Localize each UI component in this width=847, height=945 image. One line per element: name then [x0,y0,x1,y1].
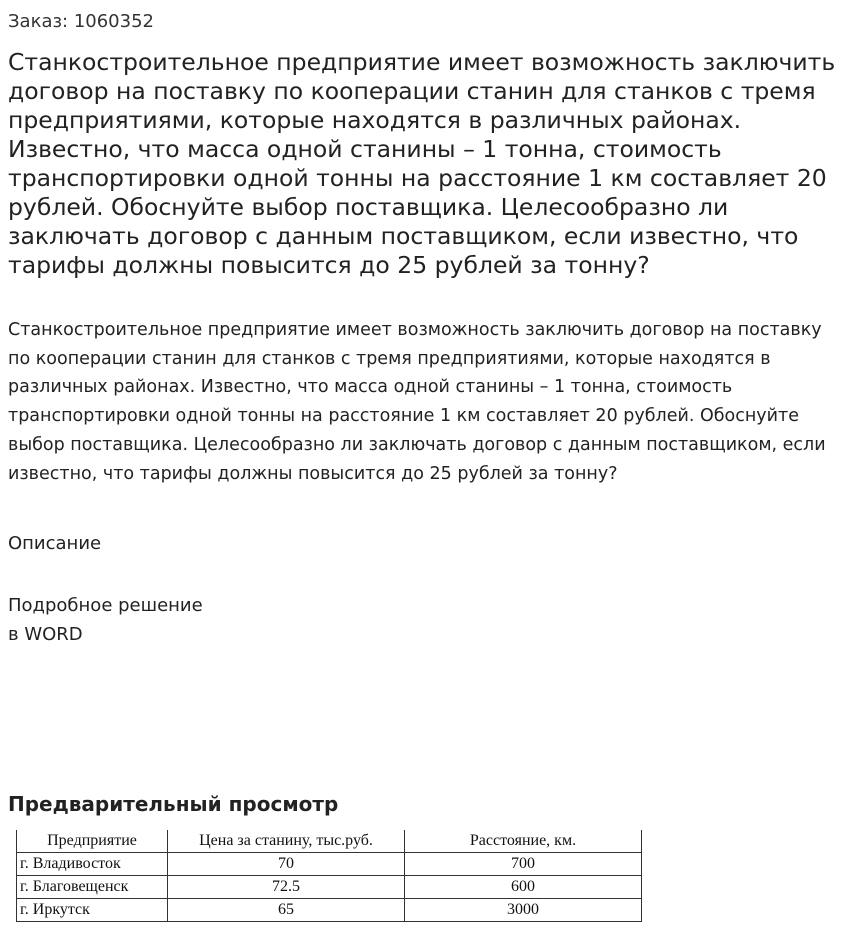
solution-note [8,592,203,649]
table-cell-city: г. Благовещенск [17,876,168,899]
solution-line-1: Подробное решение [8,595,203,616]
table-row [17,876,642,899]
table-header-cell: Цена за станину, тыс.руб. [168,830,405,853]
table-cell-distance: 700 [405,853,642,876]
table-cell-price: 70 [168,853,405,876]
table-cell-distance: 3000 [405,899,642,922]
table-header-cell: Расстояние, км. [405,830,642,853]
table-cell-price: 65 [168,899,405,922]
task-description: Станкостроительное предприятие имеет возможность заключить договор на поставку по кооперации станин для станков с тремя предприятиями, которые находятся в различных районах. Известно, что масса одной станины – 1 тонна, стоимость транспортировки одной тонны на расстояние 1 км составляет 20 рублей. Обоснуйте выбор поставщика. Целесообразно ли заключать договор с данным поставщиком, если известно, что тарифы должны повысится до 25 рублей за тонну? [8,320,826,484]
task-title: Станкостроительное предприятие имеет возможность заключить договор на поставку по кооперации станин для станков с тремя предприятиями, которые находятся в различных районах. Известно, что масса одной станины – 1 тонна, стоимость транспортировки одной тонны на расстояние 1 км составляет 20 рублей. Обоснуйте выбор поставщика. Целесообразно ли заключать договор с данным поставщиком, если известно, что тарифы должны повысится до 25 рублей за тонну? [8,48,836,279]
preview-heading: Предварительный просмотр [8,792,339,816]
table-header-row [17,830,642,853]
table-cell-distance: 600 [405,876,642,899]
table-row [17,899,642,922]
table-cell-city: г. Иркутск [17,899,168,922]
table-row [17,853,642,876]
order-number: Заказ: 1060352 [8,11,154,32]
description-label: Описание [8,533,102,554]
table-cell-city: г. Владивосток [17,853,168,876]
preview-table [16,830,642,922]
table-cell-price: 72.5 [168,876,405,899]
table-header-cell: Предприятие [17,830,168,853]
solution-line-2: в WORD [8,623,83,645]
